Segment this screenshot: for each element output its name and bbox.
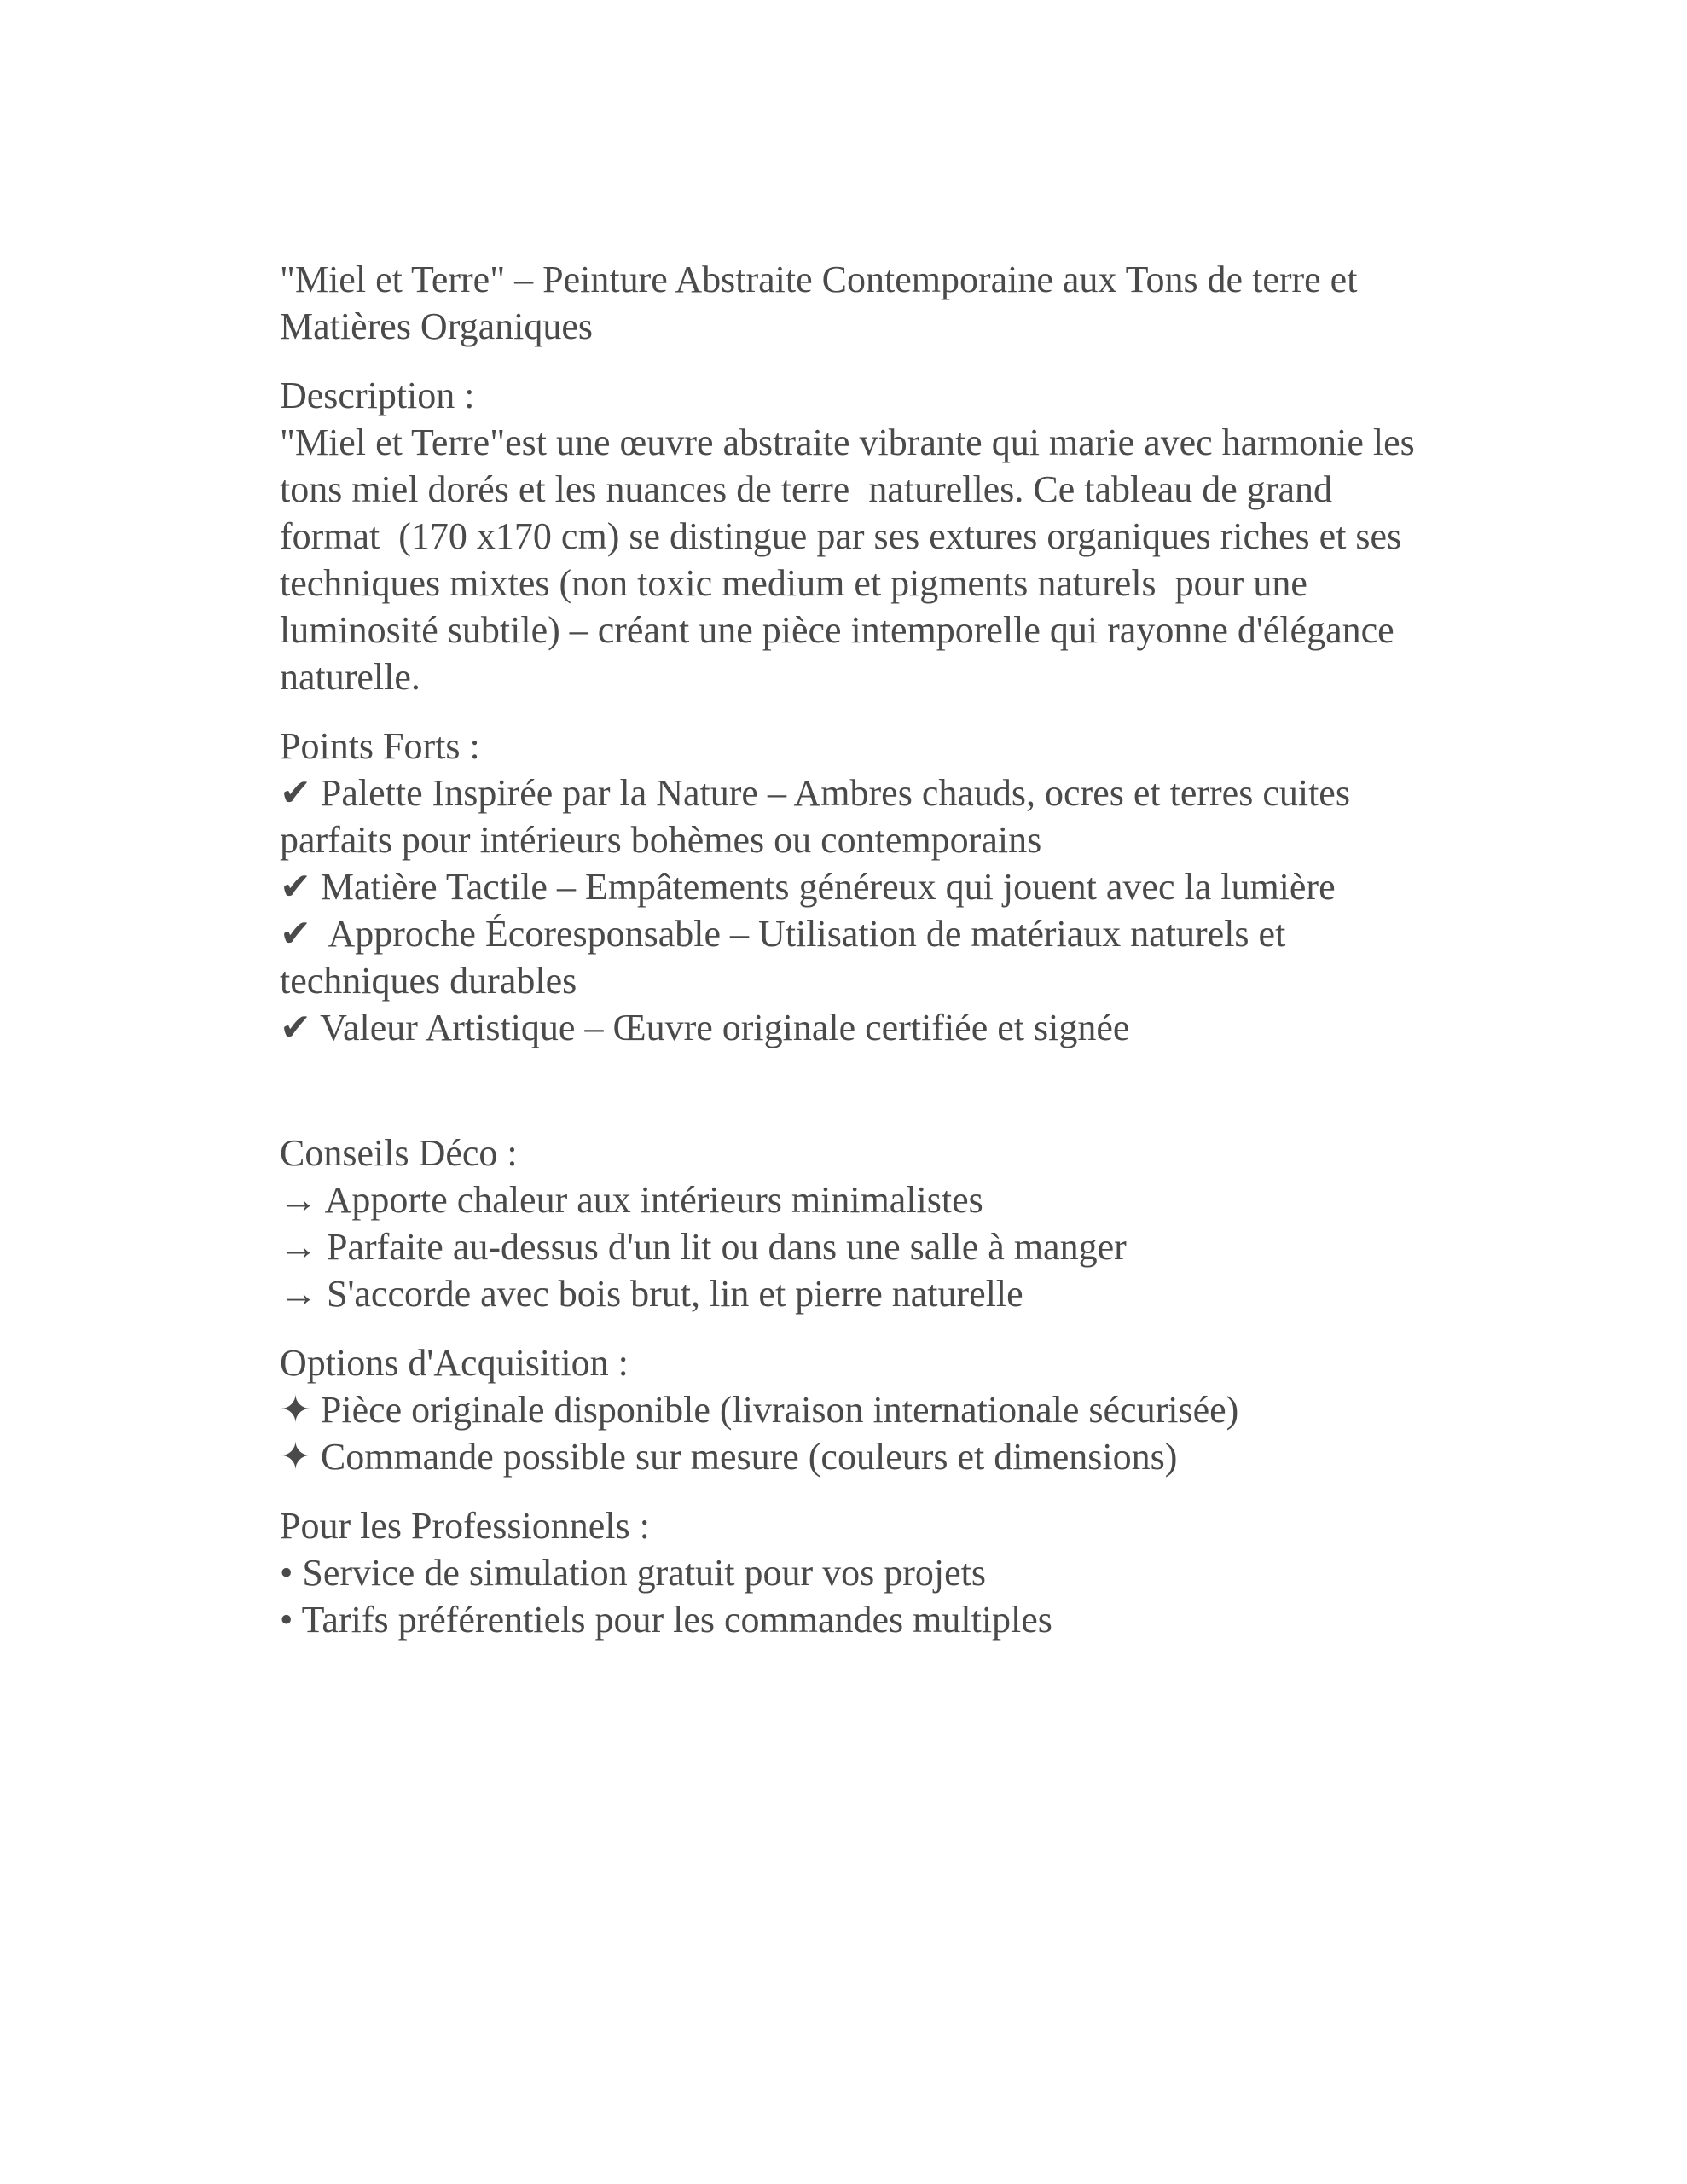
conseils-deco-heading: Conseils Déco : <box>280 1132 518 1174</box>
star-list-line: ✦ Commande possible sur mesure (couleurs et dimensions) <box>280 1436 1178 1478</box>
points-forts-paragraph <box>280 723 1415 1051</box>
bullet-list-line: • Service de simulation gratuit pour vos projets <box>280 1552 987 1594</box>
options-acquisition-heading: Options d'Acquisition : <box>280 1342 629 1384</box>
product-title <box>280 256 1415 350</box>
title-line: Matières Organiques <box>280 305 593 347</box>
checkmark-list-line: ✔ Matière Tactile – Empâtements généreux qui jouent avec la lumière <box>280 866 1336 908</box>
body-line: naturelle. <box>280 656 420 698</box>
conseils-deco-paragraph <box>280 1130 1415 1317</box>
body-line: format (170 x170 cm) se distingue par ses extures organiques riches et ses <box>280 515 1402 557</box>
description-heading: Description : <box>280 375 475 416</box>
options-acquisition-paragraph <box>280 1339 1415 1480</box>
body-line: techniques mixtes (non toxic medium et pigments naturels pour une <box>280 562 1307 604</box>
checkmark-list-line: ✔ Approche Écoresponsable – Utilisation de matériaux naturels et <box>280 913 1286 955</box>
checkmark-list-line: ✔ Valeur Artistique – Œuvre originale certifiée et signée <box>280 1007 1130 1048</box>
body-line: luminosité subtile) – créant une pièce intemporelle qui rayonne d'élégance <box>280 609 1394 651</box>
arrow-list-line: → Apporte chaleur aux intérieurs minimalistes <box>280 1179 983 1221</box>
arrow-list-line: → Parfaite au-dessus d'un lit ou dans une salle à manger <box>280 1226 1127 1268</box>
professionnels-paragraph <box>280 1502 1415 1643</box>
checkmark-list-line: parfaits pour intérieurs bohèmes ou contemporains <box>280 819 1042 861</box>
body-line: tons miel dorés et les nuances de terre naturelles. Ce tableau de grand <box>280 468 1332 510</box>
professionnels-heading: Pour les Professionnels : <box>280 1505 650 1547</box>
star-list-line: ✦ Pièce originale disponible (livraison internationale sécurisée) <box>280 1389 1239 1431</box>
title-line: "Miel et Terre" – Peinture Abstraite Contemporaine aux Tons de terre et <box>280 258 1358 300</box>
checkmark-list-line: techniques durables <box>280 960 577 1002</box>
arrow-list-line: → S'accorde avec bois brut, lin et pierre naturelle <box>280 1273 1023 1315</box>
points-forts-heading: Points Forts : <box>280 725 480 767</box>
description-paragraph <box>280 372 1415 700</box>
body-line: "Miel et Terre"est une œuvre abstraite vibrante qui marie avec harmonie les <box>280 421 1415 463</box>
checkmark-list-line: ✔ Palette Inspirée par la Nature – Ambres chauds, ocres et terres cuites <box>280 772 1350 814</box>
bullet-list-line: • Tarifs préférentiels pour les commandes multiples <box>280 1599 1052 1641</box>
